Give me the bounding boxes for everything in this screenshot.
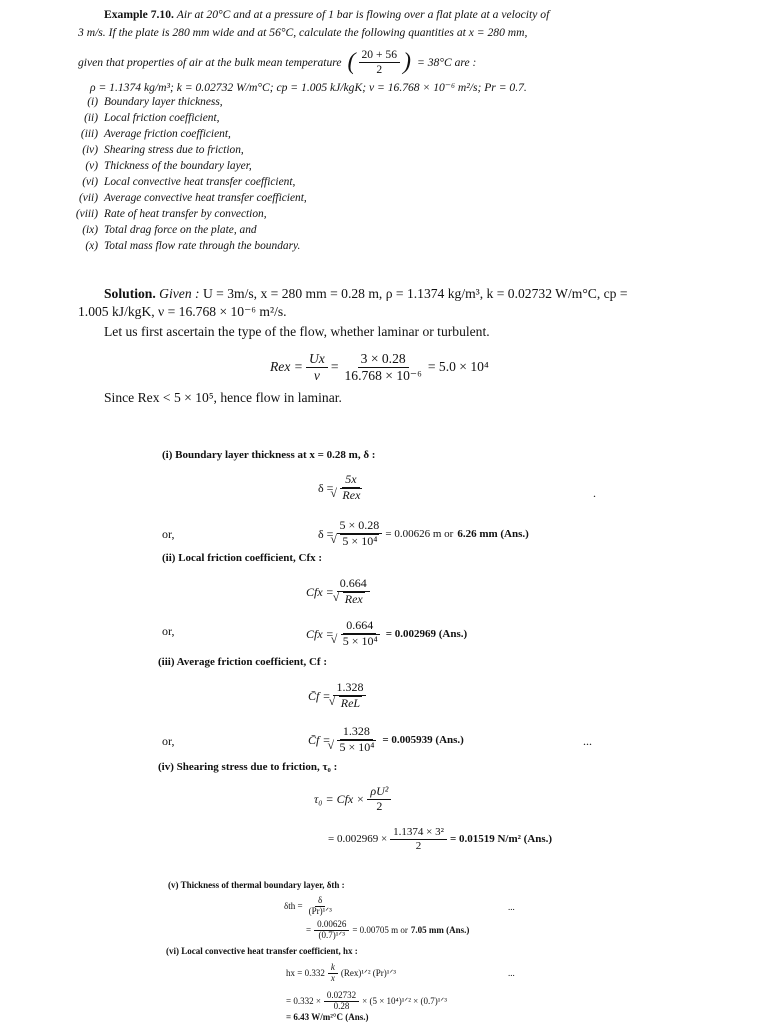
ellipsis: ... <box>508 968 515 978</box>
step-3-eq-a: C̄f = 1.328 √ ReL <box>308 674 369 718</box>
or-label: or, <box>162 624 175 638</box>
step-5-title: (v) Thickness of thermal boundary layer, δth : <box>168 880 345 890</box>
list-item: (i) Boundary layer thickness, <box>87 96 223 108</box>
re-lhs: Rex = <box>270 359 303 374</box>
list-item: (v) Thickness of the boundary layer, <box>85 160 252 172</box>
flow-type-conclusion: Since Rex < 5 × 10⁵, hence flow in laminar. <box>104 390 342 405</box>
step-4-eq-a: τ₀ = Cfx × $\frac{\text{ρU²}}{2}$ <box>314 778 394 820</box>
list-item: (viii) Rate of heat transfer by convection, <box>75 208 267 220</box>
example-heading: Example 7.10. <box>104 8 174 21</box>
paren-left: ( <box>347 48 356 75</box>
list-item: (vii) Average convective heat transfer coefficient, <box>79 192 307 204</box>
list-item: (iii) Average friction coefficient, <box>80 128 231 140</box>
example-line-1 <box>104 8 549 21</box>
solution-line-1 <box>104 286 628 302</box>
ellipsis: ... <box>583 734 592 748</box>
step-3-title: (iii) Average friction coefficient, Cf : <box>158 656 328 668</box>
given-label: Given : <box>159 286 200 301</box>
re-fraction-2: $\frac{3 \times 0.28}{\text{16.768 × 10⁻⁶}}$ <box>344 350 422 383</box>
list-item: (iv) Shearing stress due to friction, <box>82 144 244 156</box>
solution-intro: Let us first ascertain the type of the flow, whether laminar or turbulent. <box>104 324 490 339</box>
bulk-fraction <box>359 48 401 76</box>
step-6-result: = 6.43 W/m²°C (Ans.) <box>286 1012 369 1022</box>
list-item: (ii) Local friction coefficient, <box>84 112 220 124</box>
step-4-title: (iv) Shearing stress due to friction, τ₀ : <box>158 761 338 773</box>
step-1-eq-b: δ = 5 × 0.28 √ 5 × 10⁴ = 0.00626 m or 6.26 mm (Ans.) <box>318 512 529 556</box>
step-4-eq-b: = 0.002969 × $\frac{\text{1.1374 × 3²}}{2}$ = 0.01519 N/m² (Ans.) <box>328 825 553 852</box>
step-2-eq-b: Cfx = 0.664 √ 5 × 10⁴ = 0.002969 (Ans.) <box>306 612 467 656</box>
re-fraction-1: $\frac{Ux}{\nu}$ <box>306 351 328 383</box>
properties-line: ρ = 1.1374 kg/m³; k = 0.02732 W/m°C; cp = 1.005 kJ/kgK; ν = 16.768 × 10⁻⁶ m²/s; Pr = 0.7. <box>90 81 527 94</box>
step-1-title: (i) Boundary layer thickness at x = 0.28 m, δ : <box>162 449 376 461</box>
step-2-eq-a: Cfx = 0.664 √ Rex <box>306 570 373 614</box>
given-text-2: 1.005 kJ/kgK, ν = 16.768 × 10⁻⁶ m²/s. <box>78 304 287 319</box>
step-6-title: (vi) Local convective heat transfer coefficient, hx : <box>166 946 358 956</box>
or-label: or, <box>162 734 175 748</box>
bulk-numerator: 20 + 56 <box>359 48 401 62</box>
step-3-eq-b: C̄f = 1.328 √ 5 × 10⁴ = 0.005939 (Ans.) <box>308 718 464 762</box>
list-item: (x) Total mass flow rate through the boundary. <box>85 240 301 252</box>
step-5-eq-b: = $\frac{0.00626}{\text{(0.7)¹ᐟ³}}$ = 0.00705 m or 7.05 mm (Ans.) <box>306 918 470 940</box>
example-text-1: Air at 20°C and at a pressure of 1 bar is flowing over a flat plate at a velocity of <box>176 8 550 21</box>
example-text-3a: given that properties of air at the bulk mean temperature <box>78 55 342 69</box>
step-2-title: (ii) Local friction coefficient, Cfx : <box>162 552 323 564</box>
dot-mark: . <box>593 486 596 500</box>
reynolds-equation: Rex = $\frac{Ux}{\nu}$ = $\frac{3 \times 0.28}{\text{16.768 × 10⁻⁶}}$ = 5.0 × 10⁴ <box>270 350 489 383</box>
quantities-list <box>54 96 307 256</box>
example-line-2: 3 m/s. If the plate is 280 mm wide and at 56°C, calculate the following quantities at x = 280 mm, <box>78 26 528 39</box>
list-item: (ix) Total drag force on the plate, and <box>82 224 257 236</box>
bulk-denominator: 2 <box>376 62 383 76</box>
step-5-eq-a: δth = $\frac{\delta}{\text{(Pr)¹ᐟ³}}$ <box>284 894 332 916</box>
solution-heading: Solution. <box>104 286 156 301</box>
list-item: (vi) Local convective heat transfer coefficient, <box>82 176 296 188</box>
example-line-3 <box>78 42 476 82</box>
step-1-eq-a: δ = 5x √ Rex <box>318 466 368 510</box>
or-label: or, <box>162 527 175 541</box>
step-6-eq-b: = 0.332 × $\frac{0.02732}{0.28}$ × (5 × 10⁴)¹ᐟ² × (0.7)¹ᐟ³ <box>286 989 447 1011</box>
re-result: = 5.0 × 10⁴ <box>427 359 489 374</box>
ellipsis: ... <box>508 902 515 912</box>
given-text-1: U = 3m/s, x = 280 mm = 0.28 m, ρ = 1.1374 kg/m³, k = 0.02732 W/m°C, cp = <box>202 286 628 301</box>
paren-right: ) <box>403 48 412 75</box>
example-text-3b: = 38°C are : <box>417 55 477 69</box>
step-6-eq-a: hx = 0.332 $\frac{k}{x}$ (Rex)¹ᐟ² (Pr)¹ᐟ³ <box>286 961 396 983</box>
